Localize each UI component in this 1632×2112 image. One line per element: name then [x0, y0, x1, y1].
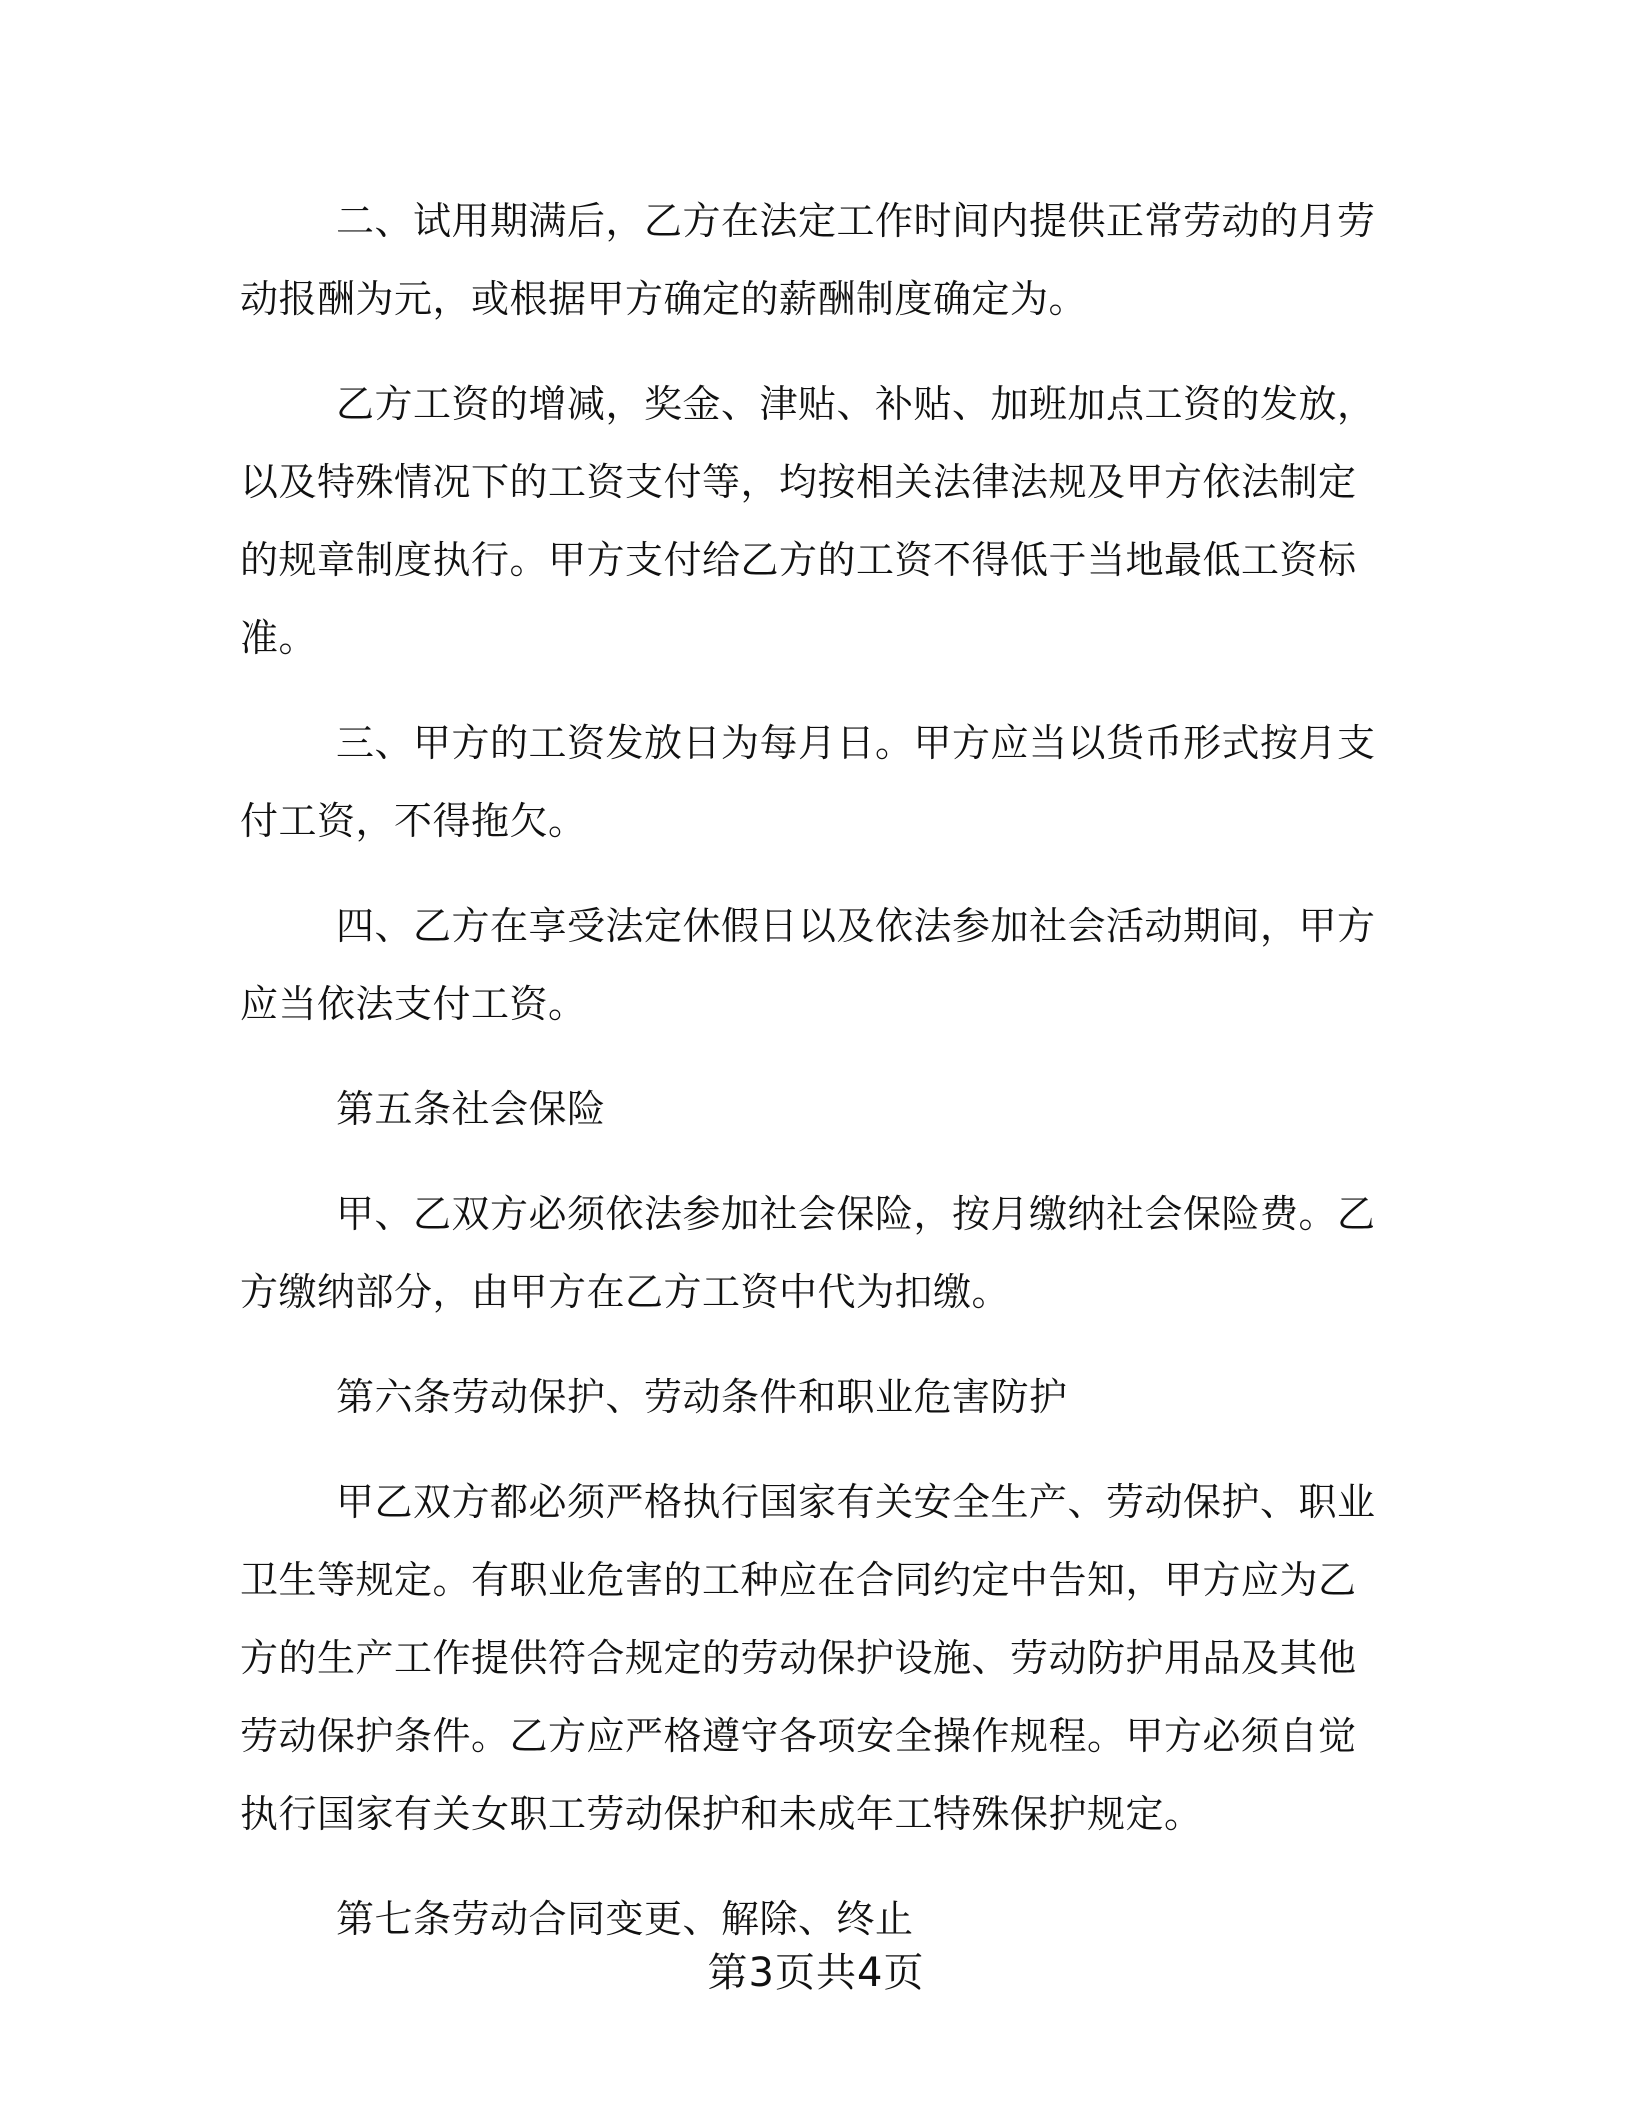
paragraph-social-insurance: 甲、乙双方必须依法参加社会保险，按月缴纳社会保险费。乙方缴纳部分，由甲方在乙方工资中代为扣缴。	[240, 1192, 1376, 1314]
paragraph-holiday-pay: 四、乙方在享受法定休假日以及依法参加社会活动期间，甲方应当依法支付工资。	[240, 904, 1376, 1026]
section-heading-labor-protection: 第六条劳动保护、劳动条件和职业危害防护	[336, 1375, 1068, 1419]
paragraph-pay-day: 三、甲方的工资发放日为每月日。甲方应当以货币形式按月支付工资，不得拖欠。	[240, 721, 1376, 843]
section-heading-social-insurance: 第五条社会保险	[336, 1087, 606, 1131]
paragraph-probation-salary: 二、试用期满后，乙方在法定工作时间内提供正常劳动的月劳动报酬为元，或根据甲方确定的薪酬制度确定为。	[240, 199, 1376, 321]
section-heading-contract-change: 第七条劳动合同变更、解除、终止	[336, 1897, 914, 1941]
page-number-footer: 第3页共4页	[707, 1950, 925, 1996]
paragraph-salary-adjustment: 乙方工资的增减，奖金、津贴、补贴、加班加点工资的发放，以及特殊情况下的工资支付等，均按相关法律法规及甲方依法制定的规章制度执行。甲方支付给乙方的工资不得低于当地最低工资标准。	[240, 382, 1376, 660]
paragraph-labor-protection: 甲乙双方都必须严格执行国家有关安全生产、劳动保护、职业卫生等规定。有职业危害的工种应在合同约定中告知，甲方应为乙方的生产工作提供符合规定的劳动保护设施、劳动防护用品及其他劳动保护条件。乙方应严格遵守各项安全操作规程。甲方必须自觉执行国家有关女职工劳动保护和未成年工特殊保护规定。	[240, 1480, 1376, 1836]
document-body	[240, 182, 1384, 1985]
